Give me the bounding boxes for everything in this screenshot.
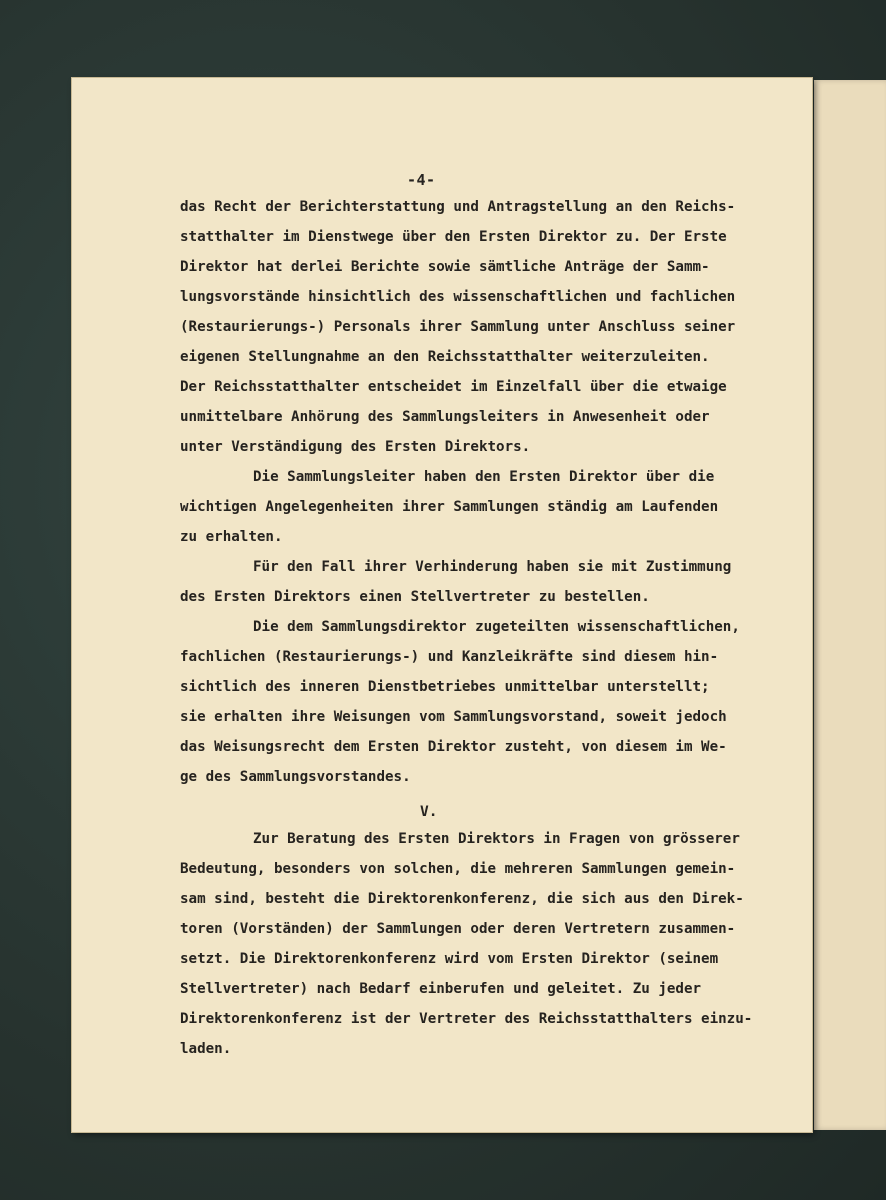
paragraph [180,612,780,792]
text-line: statthalter im Dienstwege über den Ersten Direktor zu. Der Erste [180,229,727,245]
text-line: Der Reichsstatthalter entscheidet im Einzelfall über die etwaige [180,379,727,395]
adjacent-page-edge [814,80,886,1130]
text-line: das Recht der Berichterstattung und Antragstellung an den Reichs- [180,199,736,215]
text-line: das Weisungsrecht dem Ersten Direktor zusteht, von diesem im We- [180,739,727,755]
text-line: Bedeutung, besonders von solchen, die mehreren Sammlungen gemein- [180,861,736,877]
text-line: sie erhalten ihre Weisungen vom Sammlungsvorstand, soweit jedoch [180,709,727,725]
section-heading: V. [420,804,438,820]
text-line: eigenen Stellungnahme an den Reichsstatthalter weiterzuleiten. [180,349,710,365]
text-line: des Ersten Direktors einen Stellvertreter zu bestellen. [180,589,650,605]
text-line: (Restaurierungs-) Personals ihrer Sammlung unter Anschluss seiner [180,319,736,335]
paragraph [180,192,780,462]
paragraph [180,824,780,1064]
text-line: sichtlich des inneren Dienstbetriebes unmittelbar unterstellt; [180,679,710,695]
text-line: fachlichen (Restaurierungs-) und Kanzleikräfte sind diesem hin- [180,649,719,665]
body-text-upper [180,192,780,792]
text-line: Für den Fall ihrer Verhinderung haben sie mit Zustimmung [253,559,732,575]
text-line: setzt. Die Direktorenkonferenz wird vom Ersten Direktor (seinem [180,951,719,967]
text-line: Zur Beratung des Ersten Direktors in Fragen von grösserer [253,831,740,847]
text-line: Die Sammlungsleiter haben den Ersten Direktor über die [253,469,715,485]
text-line: Direktor hat derlei Berichte sowie sämtliche Anträge der Samm- [180,259,710,275]
paragraph [180,552,780,612]
paragraph [180,462,780,552]
text-line: Die dem Sammlungsdirektor zugeteilten wissenschaftlichen, [253,619,740,635]
text-line: unter Verständigung des Ersten Direktors. [180,439,531,455]
page-number: -4- [407,171,436,189]
text-line: sam sind, besteht die Direktorenkonferenz, die sich aus den Direk- [180,891,744,907]
body-text-lower [180,824,780,1064]
text-line: toren (Vorständen) der Sammlungen oder deren Vertretern zusammen- [180,921,736,937]
text-line: lungsvorstände hinsichtlich des wissenschaftlichen und fachlichen [180,289,736,305]
text-line: unmittelbare Anhörung des Sammlungsleiters in Anwesenheit oder [180,409,710,425]
text-line: Direktorenkonferenz ist der Vertreter des Reichsstatthalters einzu- [180,1011,753,1027]
text-line: wichtigen Angelegenheiten ihrer Sammlungen ständig am Laufenden [180,499,719,515]
text-line: Stellvertreter) nach Bedarf einberufen und geleitet. Zu jeder [180,981,702,997]
text-line: zu erhalten. [180,529,283,545]
text-line: ge des Sammlungsvorstandes. [180,769,411,785]
text-line: laden. [180,1041,232,1057]
